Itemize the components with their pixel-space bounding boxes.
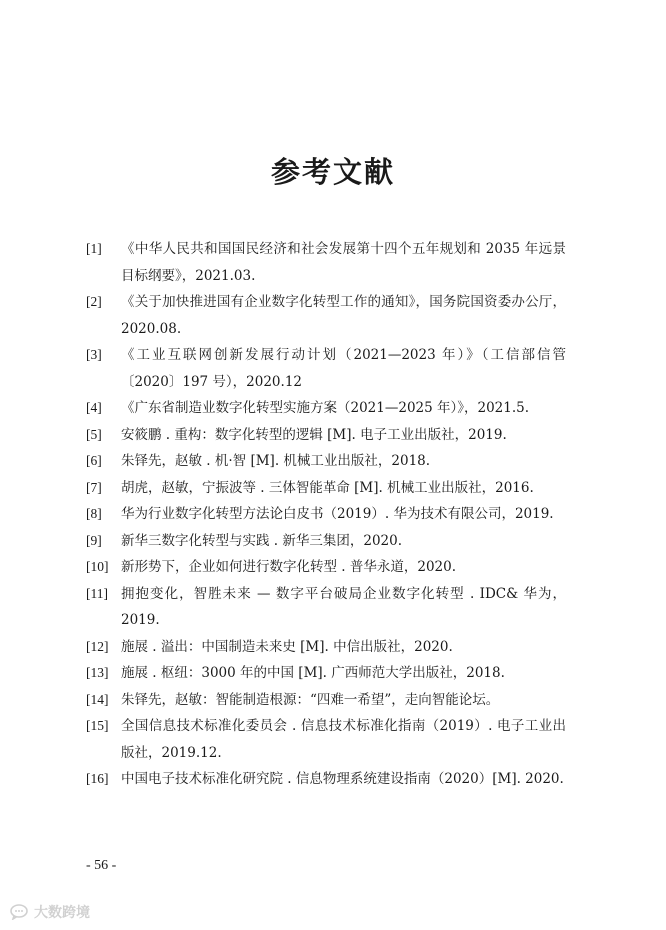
reference-text: 《关于加快推进国有企业数字化转型工作的通知》，国务院国资委办公厅，2020.08. <box>121 294 566 337</box>
reference-text: 华为行业数字化转型方法论白皮书（2019）. 华为技术有限公司，2019. <box>121 506 554 522</box>
reference-number: [11] <box>86 585 108 601</box>
reference-number: [3] <box>86 347 102 362</box>
reference-number: [16] <box>86 771 109 786</box>
reference-number: [2] <box>86 294 102 309</box>
watermark <box>10 902 90 922</box>
reference-item <box>86 687 566 714</box>
reference-text: 《工业互联网创新发展行动计划（2021—2023 年）》（工信部信管〔2020〕197 号），2020.12 <box>121 347 566 390</box>
reference-text: 胡虎，赵敏，宁振波等 . 三体智能革命 [M]. 机械工业出版社，2016. <box>121 479 534 496</box>
reference-item <box>86 554 566 581</box>
page-title: 参考文献 <box>270 155 395 189</box>
reference-text: 中国电子技术标准化研究院 . 信息物理系统建设指南（2020）[M]. 2020. <box>121 771 564 787</box>
reference-number: [5] <box>86 426 102 442</box>
reference-number: [13] <box>86 665 109 680</box>
reference-number: [15] <box>86 718 109 733</box>
reference-item <box>86 395 566 422</box>
reference-text: 朱铎先，赵敏 . 机·智 [M]. 机械工业出版社，2018. <box>121 453 431 469</box>
reference-text: 安筱鹏 . 重构：数字化转型的逻辑 [M]. 电子工业出版社，2019. <box>121 426 507 443</box>
reference-item <box>86 422 566 449</box>
reference-text: 施展 . 溢出：中国制造未来史 [M]. 中信出版社，2020. <box>121 638 453 655</box>
reference-number: [6] <box>86 453 102 468</box>
reference-item <box>86 634 566 661</box>
reference-number: [1] <box>86 241 102 256</box>
reference-text: 《广东省制造业数字化转型实施方案（2021—2025 年）》，2021.5. <box>121 400 530 416</box>
reference-list <box>86 236 566 793</box>
watermark-text: 大数跨境 <box>34 905 90 921</box>
reference-number: [9] <box>86 532 102 548</box>
reference-text: 全国信息技术标准化委员会 . 信息技术标准化指南（2019）. 电子工业出版社，2019.12. <box>121 718 566 761</box>
reference-number: [7] <box>86 479 102 495</box>
reference-item <box>86 236 566 289</box>
reference-text: 《中华人民共和国国民经济和社会发展第十四个五年规划和 2035 年远景目标纲要》，2021.03. <box>121 241 566 284</box>
reference-item <box>86 766 566 793</box>
reference-item <box>86 475 566 502</box>
reference-number: [8] <box>86 506 102 521</box>
reference-item <box>86 528 566 555</box>
reference-text: 施展 . 枢纽：3000 年的中国 [M]. 广西师范大学出版社，2018. <box>121 665 505 681</box>
chat-bubble-icon <box>10 904 30 920</box>
reference-item <box>86 660 566 687</box>
reference-text: 新形势下，企业如何进行数字化转型 . 普华永道，2020. <box>121 559 457 575</box>
reference-item <box>86 581 566 634</box>
reference-number: [10] <box>86 559 109 574</box>
reference-number: [12] <box>86 638 109 654</box>
reference-number: [4] <box>86 400 102 415</box>
reference-text: 朱铎先，赵敏：智能制造根源：“四难一希望”，走向智能论坛。 <box>121 691 500 708</box>
reference-item <box>86 501 566 528</box>
reference-item <box>86 448 566 475</box>
page-number: - 56 - <box>86 858 117 873</box>
reference-item <box>86 289 566 342</box>
reference-text: 新华三数字化转型与实践 . 新华三集团，2020. <box>121 532 403 549</box>
reference-text: 拥抱变化，智胜未来 — 数字平台破局企业数字化转型 . IDC& 华为，2019. <box>121 585 566 628</box>
reference-item <box>86 342 566 395</box>
reference-number: [14] <box>86 691 109 707</box>
reference-item <box>86 713 566 766</box>
